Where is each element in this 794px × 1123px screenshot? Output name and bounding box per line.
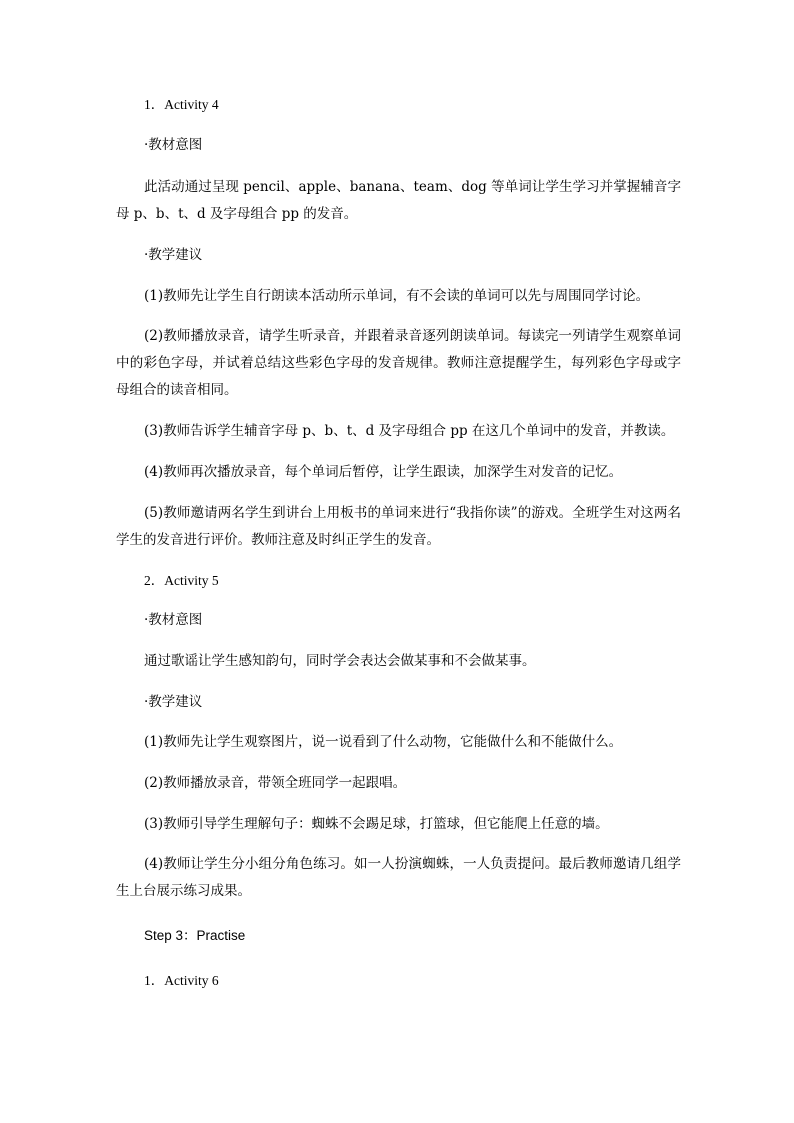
suggestion-2-item-4: (4)教师让学生分小组分角色练习。如一人扮演蜘蛛，一人负责提问。最后教师邀请几组学生上台展示练习成果。 bbox=[116, 856, 681, 899]
suggestion-1-item-1: (1)教师先让学生自行朗读本活动所示单词，有不会读的单词可以先与周围同学讨论。 bbox=[144, 288, 650, 304]
step3-heading: Step 3：Practise bbox=[144, 928, 246, 943]
activity5-heading: 2．Activity 5 bbox=[144, 573, 219, 588]
activity6-heading: 1．Activity 6 bbox=[144, 973, 219, 988]
suggestion-label-2: ·教学建议 bbox=[144, 694, 203, 710]
suggestion-1-item-2: (2)教师播放录音，请学生听录音，并跟着录音逐列朗读单词。每读完一列请学生观察单词中的彩色字母，并试着总结这些彩色字母的发音规律。教师注意提醒学生，每列彩色字母或字母组合的读音相同。 bbox=[116, 328, 681, 398]
intent-text-1: 此活动通过呈现 pencil、apple、banana、team、dog 等单词让学生学习并掌握辅音字母 p、b、t、d 及字母组合 pp 的发音。 bbox=[116, 179, 681, 222]
suggestion-2-item-3: (3)教师引导学生理解句子：蜘蛛不会踢足球，打篮球，但它能爬上任意的墙。 bbox=[144, 816, 609, 832]
activity4-heading: 1．Activity 4 bbox=[144, 97, 219, 112]
suggestion-2-item-1: (1)教师先让学生观察图片，说一说看到了什么动物，它能做什么和不能做什么。 bbox=[144, 734, 623, 750]
suggestion-2-item-2: (2)教师播放录音，带领全班同学一起跟唱。 bbox=[144, 775, 407, 791]
suggestion-1-item-4: (4)教师再次播放录音，每个单词后暂停，让学生跟读，加深学生对发音的记忆。 bbox=[144, 464, 623, 480]
suggestion-1-item-5: (5)教师邀请两名学生到讲台上用板书的单词来进行“我指你读”的游戏。全班学生对这两名学生的发音进行评价。教师注意及时纠正学生的发音。 bbox=[116, 505, 681, 548]
suggestion-label-1: ·教学建议 bbox=[144, 247, 203, 263]
intent-label-1: ·教材意图 bbox=[144, 137, 203, 153]
intent-label-2: ·教材意图 bbox=[144, 612, 203, 628]
intent-text-2: 通过歌谣让学生感知韵句，同时学会表达会做某事和不会做某事。 bbox=[144, 653, 536, 669]
suggestion-1-item-3: (3)教师告诉学生辅音字母 p、b、t、d 及字母组合 pp 在这几个单词中的发音，并教读。 bbox=[144, 423, 675, 439]
